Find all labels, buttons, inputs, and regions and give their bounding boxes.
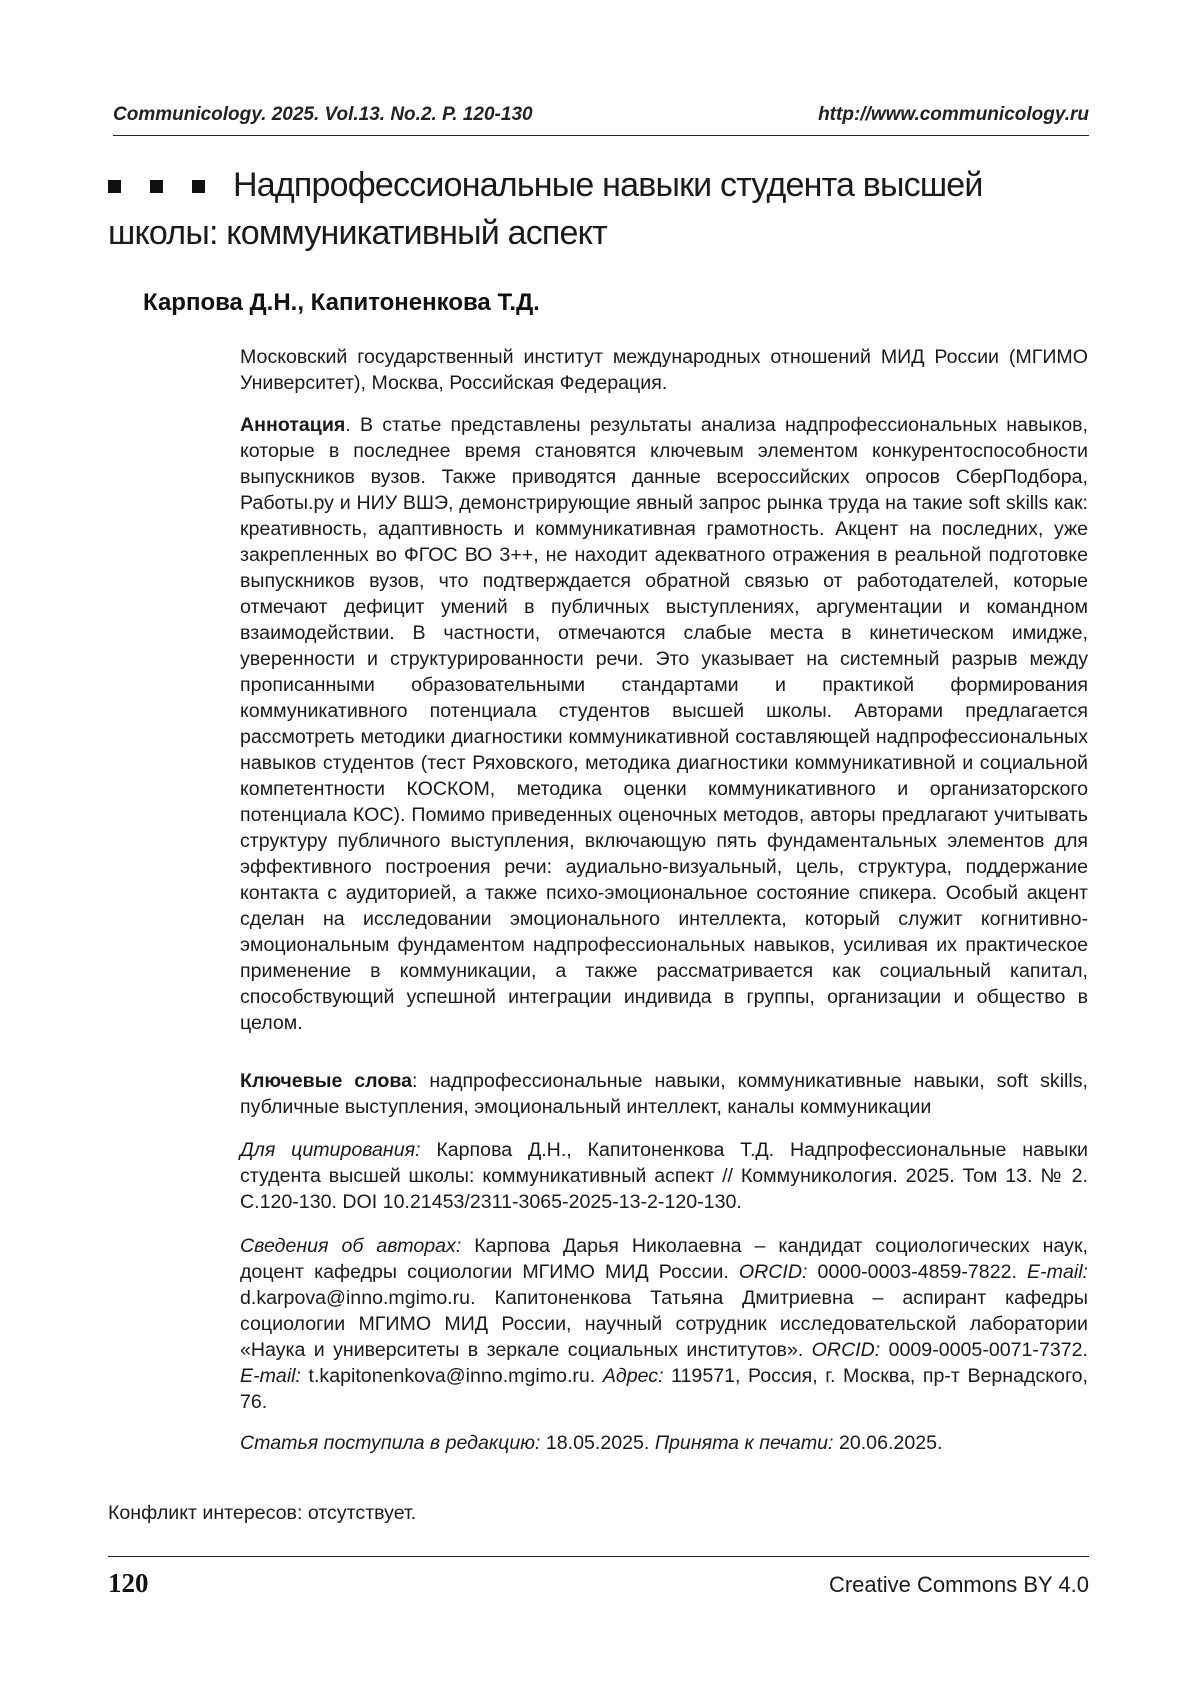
- license: Creative Commons BY 4.0: [828, 1572, 1089, 1597]
- citation-label: Для цитирования:: [240, 1139, 421, 1161]
- author-info-text-2: Капитоненкова Татьяна Дмитриевна – аспирант кафедры социологии МГИМО МИД России, научный сотрудник исследовательской лаборатории «Наука и университеты в зеркале социальных институтов».: [240, 1287, 1088, 1361]
- square-bullet-icon: [192, 180, 205, 193]
- square-bullet-icon: [108, 180, 121, 193]
- email-label: E-mail:: [240, 1365, 301, 1387]
- running-head: [113, 104, 1089, 126]
- conflict-of-interest: Конфликт интересов: отсутствует.: [108, 1502, 417, 1524]
- article-title-text: Надпрофессиональные навыки студента высшей школы: коммуникативный аспект: [108, 166, 983, 252]
- header-divider: [113, 135, 1089, 136]
- abstract-label: Аннотация: [240, 414, 346, 436]
- received-label: Статья поступила в редакцию:: [240, 1432, 541, 1454]
- footer-divider: [108, 1556, 1089, 1557]
- orcid-value: 0000-0003-4859-7822.: [807, 1261, 1028, 1283]
- submission-dates: [240, 1430, 1088, 1456]
- orcid-label: ORCID:: [738, 1261, 808, 1283]
- article-title: [108, 161, 1098, 257]
- journal-citation: Communicology. 2025. Vol.13. No.2. P. 120-130: [113, 104, 533, 125]
- author-info-label: Сведения об авторах:: [240, 1235, 462, 1257]
- citation-text: Карпова Д.Н., Капитоненкова Т.Д. Надпрофессиональные навыки студента высшей школы: коммуникативный аспект // Коммуникология. 2025. Том 13. № 2. С.120-130. DOI 10.21453/2311-3065-2025-13-2-120-130.: [240, 1139, 1088, 1213]
- address-value: 119571, Россия, г. Москва, пр-т Вернадского, 76.: [240, 1365, 1088, 1413]
- orcid-label: ORCID:: [811, 1339, 881, 1361]
- orcid-value: 0009-0005-0071-7372.: [880, 1339, 1088, 1361]
- authors: Карпова Д.Н., Капитоненкова Т.Д.: [143, 289, 540, 316]
- address-label: Адрес:: [602, 1365, 664, 1387]
- email-value[interactable]: t.kapitonenkova@inno.mgimo.ru.: [300, 1365, 603, 1387]
- accepted-label: Принята к печати:: [654, 1432, 834, 1454]
- citation: [240, 1137, 1088, 1215]
- abstract: [240, 412, 1088, 1036]
- email-label: E-mail:: [1027, 1261, 1088, 1283]
- author-info: [240, 1233, 1088, 1415]
- abstract-text: . В статье представлены результаты анализа надпрофессиональных навыков, которые в последнее время становятся ключевым элементом конкурентоспособности выпускников вузов. Также приводятся данные всероссийских опросов СберПодбора, Работы.ру и НИУ ВШЭ, демонстрирующие явный запрос рынка труда на такие soft skills как: креативность, адаптивность и коммуникативная грамотность. Акцент на последних, уже закрепленных во ФГОС ВО 3++, не находит адекватного отражения в реальной подготовке выпускников вузов, что подтверждается обратной связью от работодателей, которые отмечают дефицит умений в публичных выступлениях, аргументации и командном взаимодействии. В частности, отмечаются слабые места в кинетическом имидже, уверенности и структурированности речи. Это указывает на системный разрыв между прописанными образовательными стандартами и практикой формирования коммуникативного потенциала студентов высшей школы. Авторами предлагается рассмотреть методики диагностики коммуникативной составляющей надпрофессиональных навыков студентов (тест Ряховского, методика диагностики коммуникативной и социальной компетентности КОСКОМ, методика оценки коммуникативного и организаторского потенциала КОС). Помимо приведенных оценочных методов, авторы предлагают учитывать структуру публичного выступления, включающую пять фундаментальных элементов для эффективного построения речи: аудиально-визуальный, цель, структура, поддержание контакта с аудиторией, а также психо-эмоциональное состояние спикера. Особый акцент сделан на исследовании эмоционального интеллекта, который служит когнитивно-эмоциональным фундаментом надпрофессиональных навыков, усиливая их практическое применение в коммуникации, а также рассматривается как социальный капитал, способствующий успешной интеграции индивида в группы, организации и общество в целом.: [240, 414, 1088, 1034]
- accepted-date: 20.06.2025.: [833, 1432, 943, 1454]
- received-date: 18.05.2025.: [540, 1432, 655, 1454]
- journal-url[interactable]: http://www.communicology.ru: [818, 104, 1089, 125]
- email-value[interactable]: d.karpova@inno.mgimo.ru.: [240, 1287, 495, 1309]
- affiliation: Московский государственный институт международных отношений МИД России (МГИМО Университет), Москва, Российская Федерация.: [240, 346, 1088, 394]
- page-number: 120: [108, 1568, 149, 1598]
- keywords-label: Ключевые слова: [240, 1070, 413, 1092]
- author-info-text-1: Карпова Дарья Николаевна – кандидат социологических наук, доцент кафедры социологии МГИМО МИД России.: [240, 1235, 1088, 1283]
- square-bullet-icon: [150, 180, 163, 193]
- keywords: [240, 1068, 1088, 1120]
- keywords-text: : надпрофессиональные навыки, коммуникативные навыки, soft skills, публичные выступления, эмоциональный интеллект, каналы коммуникации: [240, 1070, 1088, 1118]
